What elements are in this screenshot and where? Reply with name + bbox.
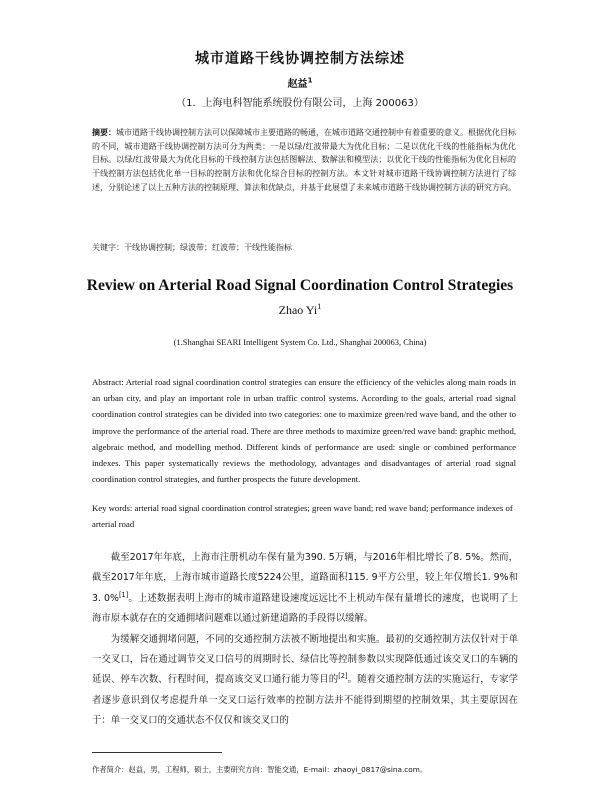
english-affiliation: (1.Shanghai SEARI Intelligent System Co. Ltd., Shanghai 200063, China) [173,337,427,347]
english-keywords-text: arterial road signal coordination control strategies; green wave band; red wave band; performance indexes of arterial road [92,503,513,530]
chinese-keywords-label: 关键字： [92,243,124,252]
body-paragraph-1 [92,548,518,630]
body-paragraph-1-part-a: 截至2017年年底，上海市注册机动车保有量为390. 5万辆，与2016年相比增长了8. 5%。然而，截至2017年年底，上海市城市道路长度5224公里，道路面积115. 9平方公里，较上年仅增长1. 9%和3. 0% [92,552,518,604]
english-author [0,303,600,318]
english-abstract-label: Abstract: [92,377,124,387]
english-abstract [92,374,516,487]
citation-ref-1[interactable]: [1] [118,590,129,599]
author-footnote: 作者简介：赵益，男，工程师，硕士，主要研究方向：智能交通，E-mail：zhaoyi_0817@sina.com。 [92,765,428,774]
english-keywords-label: Key words: [92,503,133,513]
english-title: Review on Arterial Road Signal Coordination Control Strategies [86,277,514,294]
english-author-name: Zhao Yi [278,303,318,317]
english-keywords [92,500,516,533]
chinese-title: 城市道路干线协调控制方法综述 [195,51,405,67]
chinese-abstract [92,126,516,195]
chinese-abstract-text: 城市道路干线协调控制方法可以保障城市主要道路的畅通，在城市道路交通控制中有着重要的意义。根据优化目标的不同，城市道路干线协调控制方法可分为两类：一是以绿/红波带最大为优化目标；二是以优化干线的性能指标为优化目标。以绿/红波带最大为优化目标的干线控制方法包括图解法、数解法和模型法；以优化干线的性能指标为优化目标的干线控制方法包括优化单一目标的控制方法和优化综合目标的控制方法。本文针对城市道路干线协调控制方法进行了综述，分别论述了以上五种方法的控制原理、算法和优缺点，并基于此展望了未来城市道路干线协调控制方法的研究方向。 [92,128,516,192]
citation-ref-2[interactable]: [2] [338,672,348,681]
english-author-sup: 1 [317,302,322,311]
chinese-affiliation: （1．上海电科智能系统股份有限公司，上海 200063） [176,98,424,109]
body-paragraph-2-part-b: 。随着交通控制方法的实施运行，专家学者逐步意识到仅考虑提升单一交叉口运行效率的控制方法并不能得到期望的控制效果，其主要原因在于：单一交叉口的交通状态不仅仅和该交叉口的 [92,674,518,727]
body-paragraph-2 [92,630,518,732]
chinese-author-sup: 1 [307,76,313,85]
body-text [92,548,518,732]
footnote-divider [92,752,222,753]
chinese-abstract-label: 摘要： [92,128,116,137]
chinese-keywords [92,242,516,253]
chinese-keywords-text: 干线协调控制；绿波带；红波带；干线性能指标 [124,243,292,252]
body-paragraph-1-part-b: 。上述数据表明上海市的城市道路建设速度远远比不上机动车保有量增长的速度，也说明了上海市原本就存在的交通拥堵问题难以通过新建道路的手段得以缓解。 [92,592,518,625]
chinese-author-name: 赵益 [287,79,308,90]
chinese-author [0,75,600,90]
english-abstract-text: Arterial road signal coordination control strategies can ensure the efficiency of the vehicles along main roads in an urban city, and play an important role in urban traffic control systems. According to the goals, arterial road signal coordination control strategies can be divided into two categories: one to maximize green/red wave band, and the other to improve the performance of the arterial road. There are three methods to maximize green/red wave band: graphic method, algebraic method, and modelling method. Different kinds of performance are used: single or combined performance indexes. This paper systematically reviews the methodology, advantages and disadvantages of arterial road signal coordination control strategies, and further prospects the future development. [92,377,516,485]
body-paragraph-2-part-a: 为缓解交通拥堵问题，不同的交通控制方法被不断地提出和实施。最初的交通控制方法仅针对于单一交叉口，旨在通过调节交叉口信号的周期时长、绿信比等控制参数以实现降低通过该交叉口的车辆的延误、停车次数、行程时间，提高该交叉口通行能力等目的 [92,633,518,686]
